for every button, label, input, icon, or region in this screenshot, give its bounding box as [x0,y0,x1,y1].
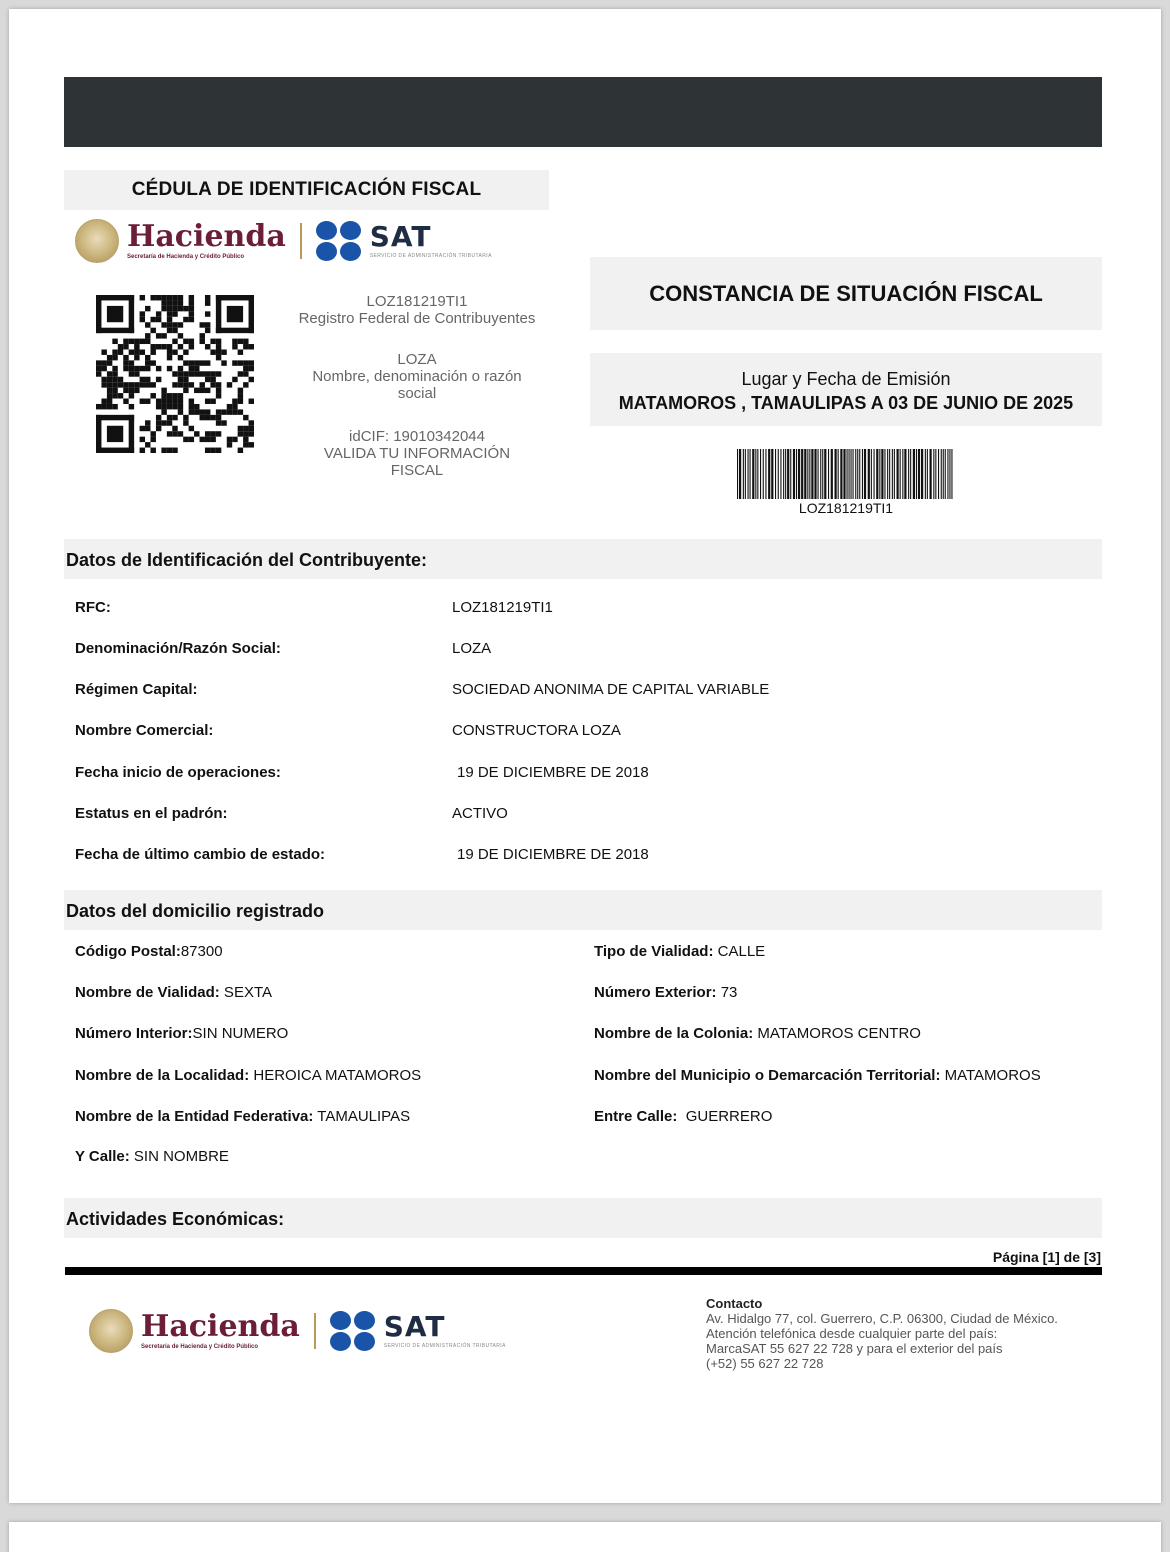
domicilio-field [75,1025,288,1042]
domicilio-label: Nombre de la Localidad: [75,1067,250,1084]
domicilio-field [594,984,737,1001]
footer-hacienda-subtitle: Secretaría de Hacienda y Crédito Público [141,1344,259,1350]
footer-hacienda-wordmark: Hacienda [141,1309,300,1344]
domicilio-value: HEROICA MATAMOROS [249,1067,422,1084]
domicilio-value: SEXTA [219,984,273,1001]
lugar-fecha-box [590,353,1102,426]
ident-label: Fecha de último cambio de estado: [75,846,326,863]
domicilio-field [75,984,272,1001]
national-seal-icon [75,219,119,263]
domicilio-label: Entre Calle: [594,1108,678,1125]
ident-value: LOZA [452,640,492,657]
contacto-line-3: MarcaSAT 55 627 22 728 y para el exterior del país [706,1341,1003,1356]
ident-label: Denominación/Razón Social: [75,640,281,657]
header-logos [75,219,492,263]
idcif-value: idCIF: 19010342044 [349,428,485,445]
domicilio-label: Número Interior: [75,1025,193,1042]
ident-label: Estatus en el padrón: [75,805,228,822]
ident-value: CONSTRUCTORA LOZA [452,722,621,739]
ident-label: Fecha inicio de operaciones: [75,764,281,781]
footer-sat-dots-icon [330,1311,378,1351]
hacienda-wordmark: Hacienda [127,219,286,254]
logo-divider [300,223,302,259]
section-identificacion: Datos de Identificación del Contribuyente: [64,539,1102,579]
domicilio-value: TAMAULIPAS [313,1108,411,1125]
footer-rule [65,1267,1102,1275]
domicilio-value: CALLE [713,943,766,960]
footer-logo-divider [314,1313,316,1349]
domicilio-field [594,1067,1041,1084]
domicilio-label: Número Exterior: [594,984,717,1001]
contacto-title: Contacto [706,1296,763,1311]
idcif-block [292,428,542,479]
sat-dots-icon [316,221,364,261]
ident-label: Nombre Comercial: [75,722,214,739]
domicilio-field [594,943,765,960]
footer-sat-wordmark: SAT [383,1310,446,1343]
barcode-icon [735,449,957,499]
domicilio-label: Tipo de Vialidad: [594,943,714,960]
domicilio-value: SIN NUMERO [192,1025,289,1042]
hacienda-logo [127,219,286,260]
contacto-block [706,1296,1058,1371]
contacto-line-1: Av. Hidalgo 77, col. Guerrero, C.P. 06300, Ciudad de México. [706,1311,1058,1326]
domicilio-field [75,943,223,960]
domicilio-field [75,1108,410,1125]
valida-line1: VALIDA TU INFORMACIÓN [323,445,511,462]
cedula-title: CÉDULA DE IDENTIFICACIÓN FISCAL [64,170,549,210]
domicilio-field [75,1148,229,1165]
rfc-value: LOZ181219TI1 [366,293,468,310]
qr-code-icon[interactable] [96,295,254,453]
rfc-caption: Registro Federal de Contribuyentes [298,310,536,327]
ident-value: 19 DE DICIEMBRE DE 2018 [457,764,649,781]
domicilio-value: MATAMOROS CENTRO [753,1025,921,1042]
nombre-block [292,351,542,402]
domicilio-field [75,1067,421,1084]
ident-label: RFC: [75,599,111,616]
domicilio-label: Y Calle: [75,1148,130,1165]
domicilio-value: 87300 [180,943,223,960]
sat-logo [369,220,492,259]
domicilio-value: SIN NOMBRE [129,1148,229,1165]
barcode-text: LOZ181219TI1 [798,500,894,516]
lugar-value: MATAMOROS , TAMAULIPAS A 03 DE JUNIO DE 2025 [618,393,1074,413]
ident-value: ACTIVO [452,805,508,822]
document-page-1 [9,9,1161,1503]
domicilio-label: Nombre del Municipio o Demarcación Territorial: [594,1067,941,1084]
footer-sat-logo [383,1310,506,1349]
rfc-block [292,293,542,327]
ident-value: SOCIEDAD ANONIMA DE CAPITAL VARIABLE [452,681,770,698]
domicilio-value: MATAMOROS [940,1067,1041,1084]
domicilio-field [594,1108,772,1125]
domicilio-value: GUERRERO [677,1108,773,1125]
contacto-line-2: Atención telefónica desde cualquier parte del país: [706,1326,998,1341]
valida-line2: FISCAL [390,462,444,479]
section-actividades: Actividades Económicas: [64,1198,1102,1238]
ident-label: Régimen Capital: [75,681,198,698]
domicilio-label: Código Postal: [75,943,181,960]
document-page-2-edge [9,1522,1161,1552]
sat-subtitle: SERVICIO DE ADMINISTRACIÓN TRIBUTARIA [369,253,492,259]
domicilio-label: Nombre de la Colonia: [594,1025,754,1042]
domicilio-value: 73 [716,984,738,1001]
domicilio-label: Nombre de Vialidad: [75,984,220,1001]
top-banner [64,77,1102,147]
page-number: Página [1] de [3] [992,1249,1101,1265]
domicilio-field [594,1025,921,1042]
lugar-label: Lugar y Fecha de Emisión [741,369,951,389]
domicilio-label: Nombre de la Entidad Federativa: [75,1108,314,1125]
footer-sat-subtitle: SERVICIO DE ADMINISTRACIÓN TRIBUTARIA [383,1343,506,1349]
constancia-title: CONSTANCIA DE SITUACIÓN FISCAL [590,257,1102,330]
hacienda-subtitle: Secretaría de Hacienda y Crédito Público [127,254,245,260]
sat-wordmark: SAT [369,220,432,253]
nombre-value: LOZA [397,351,437,368]
nombre-caption-line1: Nombre, denominación o razón [312,368,522,385]
footer-logos [89,1309,506,1353]
contacto-line-4: (+52) 55 627 22 728 [706,1356,824,1371]
footer-hacienda-logo [141,1309,300,1350]
ident-value: LOZ181219TI1 [452,599,553,616]
footer-national-seal-icon [89,1309,133,1353]
ident-value: 19 DE DICIEMBRE DE 2018 [457,846,649,863]
nombre-caption-line2: social [397,385,437,402]
section-domicilio: Datos del domicilio registrado [64,890,1102,930]
